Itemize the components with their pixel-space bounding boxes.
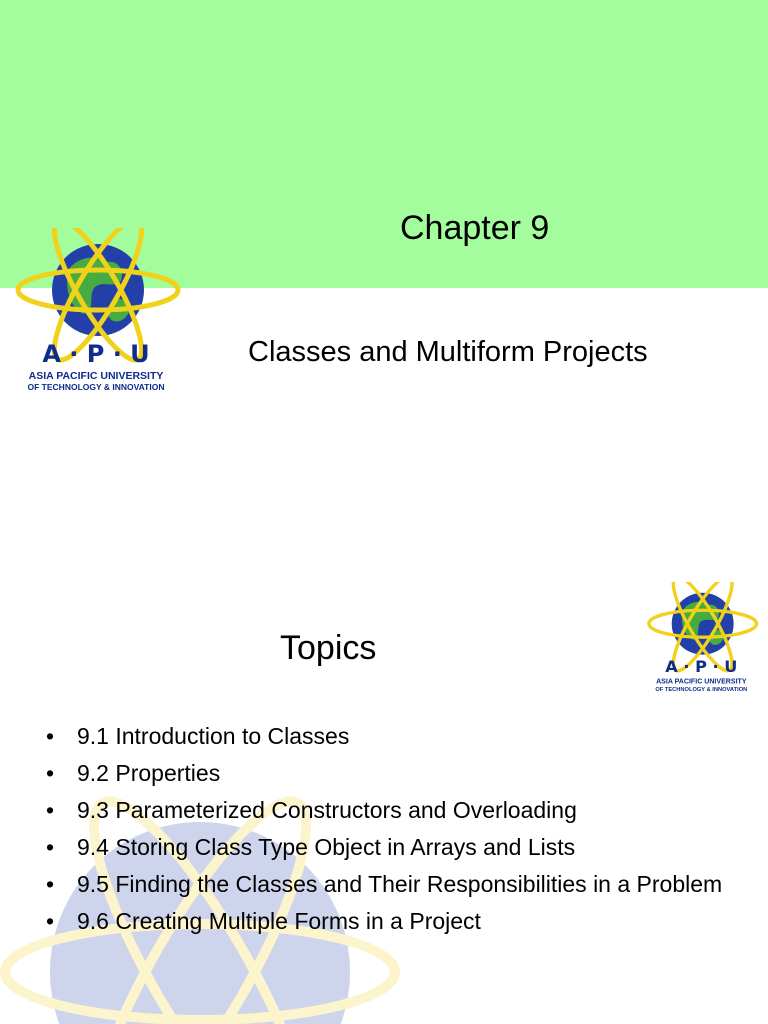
bullet-icon: • bbox=[46, 760, 55, 786]
topic-item bbox=[44, 796, 724, 826]
logo-line1: ASIA PACIFIC UNIVERSITY bbox=[656, 678, 747, 686]
chapter-subtitle: Classes and Multiform Projects bbox=[248, 336, 648, 368]
logo-letters: A · P · U bbox=[665, 657, 738, 677]
topic-list bbox=[44, 722, 724, 944]
topic-text: 9.1 Introduction to Classes bbox=[77, 723, 350, 749]
topic-item bbox=[44, 833, 724, 863]
apu-logo bbox=[8, 228, 186, 396]
topics-title: Topics bbox=[280, 629, 377, 667]
bullet-icon: • bbox=[46, 723, 55, 749]
topic-text: 9.5 Finding the Classes and Their Responsibilities in a Problem bbox=[77, 871, 723, 897]
chapter-title: Chapter 9 bbox=[400, 209, 550, 247]
logo-line1: ASIA PACIFIC UNIVERSITY bbox=[28, 370, 164, 382]
topic-text: 9.4 Storing Class Type Object in Arrays and Lists bbox=[77, 834, 576, 860]
topic-item bbox=[44, 870, 724, 900]
bullet-icon: • bbox=[46, 871, 55, 897]
logo-letters: A · P · U bbox=[42, 340, 150, 368]
topic-item bbox=[44, 759, 724, 789]
topic-text: 9.3 Parameterized Constructors and Overloading bbox=[77, 797, 577, 823]
logo-line2: OF TECHNOLOGY & INNOVATION bbox=[655, 686, 748, 693]
topic-item bbox=[44, 722, 724, 752]
topic-text: 9.6 Creating Multiple Forms in a Project bbox=[77, 908, 481, 934]
apu-globe-icon bbox=[642, 582, 762, 695]
apu-globe-icon bbox=[8, 228, 186, 396]
bullet-icon: • bbox=[46, 797, 55, 823]
logo-line2: OF TECHNOLOGY & INNOVATION bbox=[27, 382, 165, 392]
topic-text: 9.2 Properties bbox=[77, 760, 221, 786]
bullet-icon: • bbox=[46, 834, 55, 860]
topic-item bbox=[44, 907, 724, 937]
topics-slide bbox=[0, 512, 768, 1024]
bullet-icon: • bbox=[46, 908, 55, 934]
apu-logo-small bbox=[642, 582, 762, 695]
